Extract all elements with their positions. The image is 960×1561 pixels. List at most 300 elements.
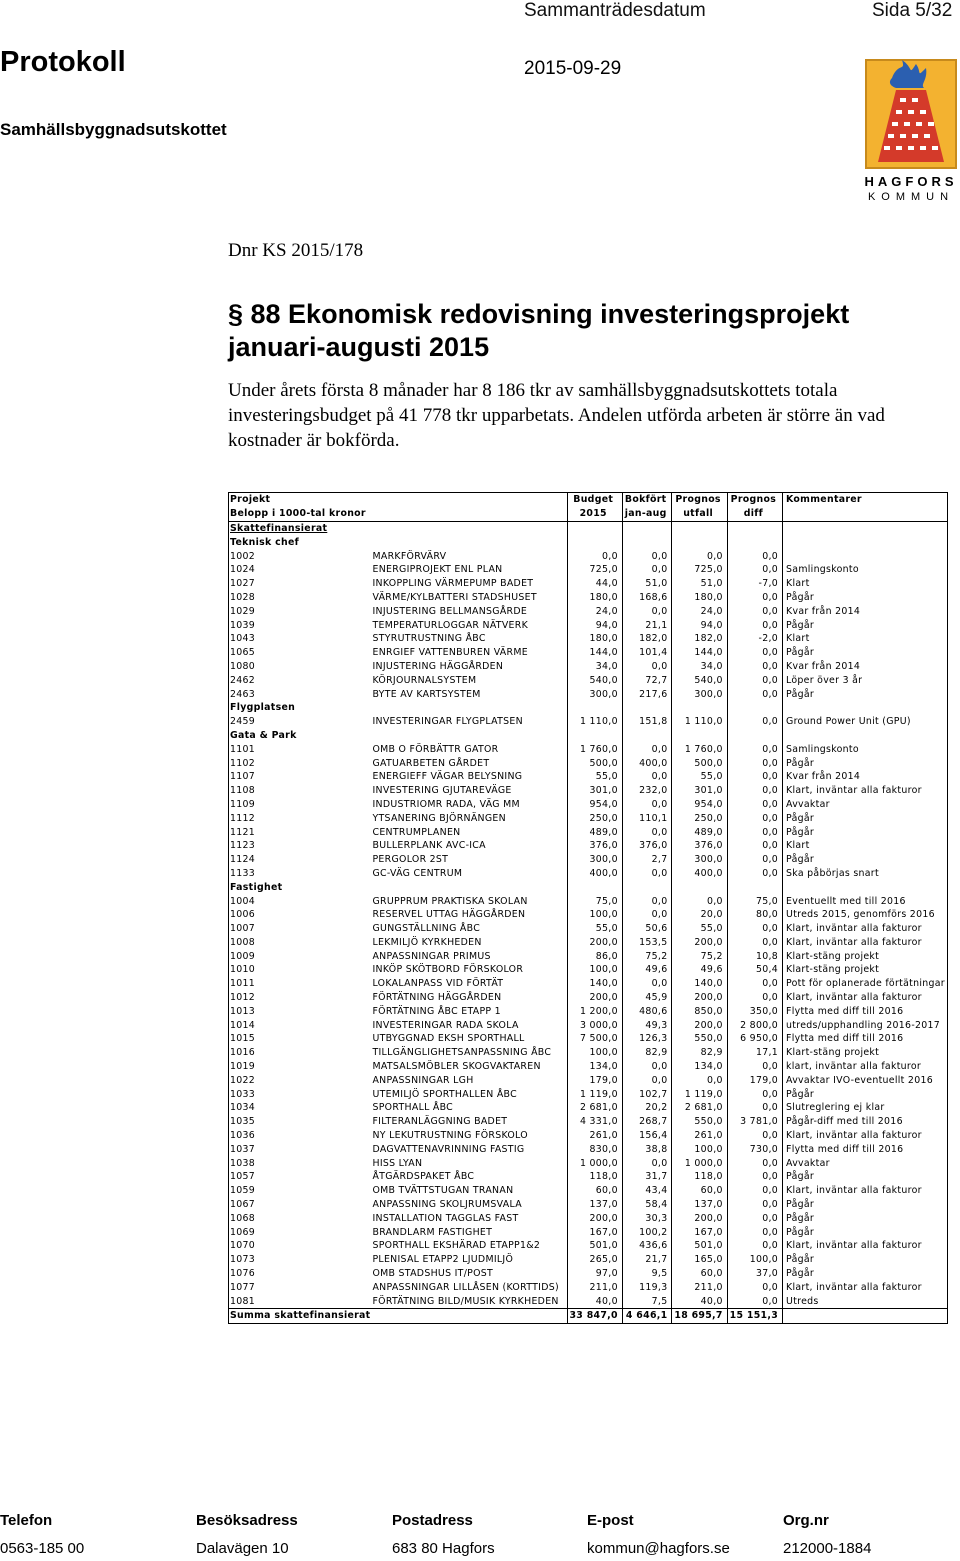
col-comment: Pågår <box>783 756 948 770</box>
col-project: 1059 <box>229 1184 372 1198</box>
col-comment: Klart, inväntar alla fakturor <box>783 936 948 950</box>
table-row <box>229 1115 948 1129</box>
col-booked: 7,5 <box>622 1294 672 1308</box>
col-diff: 0,0 <box>727 742 782 756</box>
col-booked: 0,0 <box>622 1156 672 1170</box>
col-name: INJUSTERING BELLMANSGÅRDE <box>372 605 528 617</box>
table-row <box>229 1060 948 1074</box>
col-diff: 0,0 <box>727 977 782 991</box>
col-forecast: 140,0 <box>672 977 727 991</box>
document-type: Protokoll <box>0 46 126 78</box>
col-comment: Slutreglering ej klar <box>783 1101 948 1115</box>
col-budget: 2 681,0 <box>567 1101 622 1115</box>
col-name: ANPASSNINGAR LILLÅSEN (KORTTIDS) <box>372 1281 559 1293</box>
page-number: Sida 5/32 <box>872 0 953 21</box>
table-row <box>229 1184 948 1198</box>
col-project: Teknisk chef <box>229 535 372 549</box>
col-name: YTSANERING BJÖRNÄNGEN <box>372 812 506 824</box>
col-diff: 0,0 <box>727 798 782 812</box>
col-booked: 30,3 <box>622 1211 672 1225</box>
table-row <box>229 1170 948 1184</box>
table-row <box>229 825 948 839</box>
col-project: 1016 <box>229 1046 372 1060</box>
col-comment: Pågår <box>783 646 948 660</box>
section-body: Under årets första 8 månader har 8 186 tkr av samhällsbyggnadsutskottets totala investeringsbudget på 41 778 tkr upparbetats. Andelen utförda arbeten är större än vad kostnader är bokförda. <box>228 380 885 451</box>
col-forecast: 300,0 <box>672 853 727 867</box>
table-row <box>229 1280 948 1294</box>
table-row <box>229 715 948 729</box>
col-name: LEKMILJÖ KYRKHEDEN <box>372 936 482 948</box>
col-budget: 2015 <box>567 507 622 521</box>
col-budget: 1 200,0 <box>567 1004 622 1018</box>
col-forecast: 94,0 <box>672 618 727 632</box>
hagfors-logo <box>862 58 960 204</box>
col-project: 1015 <box>229 1032 372 1046</box>
col-booked: 21,1 <box>622 618 672 632</box>
col-forecast: 0,0 <box>672 1073 727 1087</box>
col-budget: 94,0 <box>567 618 622 632</box>
table-row <box>229 1225 948 1239</box>
col-diff: 0,0 <box>727 1060 782 1074</box>
col-project: 1108 <box>229 784 372 798</box>
col-comment <box>783 549 948 563</box>
col-diff: 0,0 <box>727 618 782 632</box>
col-diff: 0,0 <box>727 549 782 563</box>
col-diff: 0,0 <box>727 563 782 577</box>
col-project: 1035 <box>229 1115 372 1129</box>
col-name: INKOPPLING VÄRMEPUMP BADET <box>372 578 534 590</box>
col-diff: 0,0 <box>727 660 782 674</box>
col-booked: 0,0 <box>622 894 672 908</box>
col-name <box>371 729 567 743</box>
col-budget: 501,0 <box>567 1239 622 1253</box>
col-forecast: 180,0 <box>672 591 727 605</box>
col-diff: 0,0 <box>727 673 782 687</box>
table-row <box>229 977 948 991</box>
col-forecast: 165,0 <box>672 1253 727 1267</box>
section-heading <box>228 298 928 364</box>
col-forecast: 300,0 <box>672 687 727 701</box>
col-diff: 80,0 <box>727 908 782 922</box>
col-name: MATSALSMÖBLER SKOGVAKTAREN <box>372 1061 541 1073</box>
col-budget: 97,0 <box>567 1267 622 1281</box>
col-project: 1077 <box>229 1280 372 1294</box>
col-project: 1011 <box>229 977 372 991</box>
col-project: 1007 <box>229 922 372 936</box>
col-budget: 180,0 <box>567 632 622 646</box>
col-comment <box>783 535 948 549</box>
col-comment <box>783 507 948 521</box>
col-comment <box>783 701 948 715</box>
col-project: 1013 <box>229 1004 372 1018</box>
col-name: ENERGIPROJEKT ENL PLAN <box>372 564 503 576</box>
col-diff: 10,8 <box>727 949 782 963</box>
col-booked: 0,0 <box>622 908 672 922</box>
col-project: 1022 <box>229 1073 372 1087</box>
col-booked: 31,7 <box>622 1170 672 1184</box>
col-forecast: 1 760,0 <box>672 742 727 756</box>
table-header-row <box>229 493 948 507</box>
col-booked: 376,0 <box>622 839 672 853</box>
col-comment: Utreds <box>783 1294 948 1308</box>
col-forecast: 51,0 <box>672 577 727 591</box>
footer-visit-address: Dalavägen 10 <box>196 1540 289 1557</box>
col-diff <box>727 521 782 535</box>
col-budget: 261,0 <box>567 1129 622 1143</box>
col-budget: 40,0 <box>567 1294 622 1308</box>
col-name: FÖRTÄTNING ÅBC ETAPP 1 <box>372 1005 501 1017</box>
col-booked: 268,7 <box>622 1115 672 1129</box>
col-project: 1069 <box>229 1225 372 1239</box>
col-diff: 100,0 <box>727 1253 782 1267</box>
col-comment: Klart <box>783 577 948 591</box>
table-row <box>229 1156 948 1170</box>
col-budget: 300,0 <box>567 853 622 867</box>
col-comment: Utreds 2015, genomförs 2016 <box>783 908 948 922</box>
col-project: 2459 <box>229 715 372 729</box>
col-name: PLENISAL ETAPP2 LJUDMILJÖ <box>372 1254 514 1266</box>
col-project: 1024 <box>229 563 372 577</box>
page-header <box>524 0 953 22</box>
col-forecast: 20,0 <box>672 908 727 922</box>
col-booked: 156,4 <box>622 1129 672 1143</box>
col-project: 1070 <box>229 1239 372 1253</box>
table-row <box>229 687 948 701</box>
table-row <box>229 853 948 867</box>
col-project: 2462 <box>229 673 372 687</box>
col-forecast: 134,0 <box>672 1060 727 1074</box>
col-booked <box>622 880 672 894</box>
col-project: 1102 <box>229 756 372 770</box>
col-budget: 180,0 <box>567 591 622 605</box>
table-row <box>229 1101 948 1115</box>
col-name: PERGOLOR 2ST <box>372 854 449 866</box>
col-diff: 0,0 <box>727 922 782 936</box>
col-budget: 1 110,0 <box>567 715 622 729</box>
col-name: BRANDLARM FASTIGHET <box>372 1226 493 1238</box>
col-comment: Klart, inväntar alla fakturor <box>783 784 948 798</box>
col-comment: Klart, inväntar alla fakturor <box>783 1184 948 1198</box>
col-budget: 179,0 <box>567 1073 622 1087</box>
col-forecast: 850,0 <box>672 1004 727 1018</box>
table-row <box>229 1129 948 1143</box>
col-comment: Kvar från 2014 <box>783 770 948 784</box>
col-forecast: 200,0 <box>672 991 727 1005</box>
col-forecast: 182,0 <box>672 632 727 646</box>
col-forecast: 18 695,7 <box>672 1309 727 1324</box>
col-name: MARKFÖRVÄRV <box>372 550 447 562</box>
table-row <box>229 756 948 770</box>
col-forecast: 55,0 <box>672 770 727 784</box>
col-budget: Budget <box>567 493 622 507</box>
col-diff: 0,0 <box>727 1129 782 1143</box>
col-forecast: 540,0 <box>672 673 727 687</box>
col-name: STYRUTRUSTNING ÅBC <box>372 633 486 645</box>
col-comment: Pott för oplanerade förtätningar <box>783 977 948 991</box>
col-budget <box>567 880 622 894</box>
col-name: FÖRTÄTNING BILD/MUSIK KYRKHEDEN <box>372 1295 559 1307</box>
table-row <box>229 673 948 687</box>
col-project: 1036 <box>229 1129 372 1143</box>
col-booked: 45,9 <box>622 991 672 1005</box>
col-comment: Flytta med diff till 2016 <box>783 1142 948 1156</box>
col-booked: jan-aug <box>622 507 672 521</box>
table-row <box>229 770 948 784</box>
col-forecast: 75,2 <box>672 949 727 963</box>
table-row <box>229 1198 948 1212</box>
col-diff: Prognos <box>727 493 782 507</box>
col-diff: 3 781,0 <box>727 1115 782 1129</box>
col-booked: 110,1 <box>622 811 672 825</box>
col-name: HISS LYAN <box>372 1157 423 1169</box>
col-budget: 86,0 <box>567 949 622 963</box>
table-row <box>229 922 948 936</box>
table-row <box>229 1253 948 1267</box>
col-diff: -7,0 <box>727 577 782 591</box>
col-name: GUNGSTÄLLNING ÅBC <box>372 923 481 935</box>
col-project: Fastighet <box>229 880 372 894</box>
col-diff: 350,0 <box>727 1004 782 1018</box>
col-name <box>371 493 567 507</box>
table-row <box>229 784 948 798</box>
col-budget: 954,0 <box>567 798 622 812</box>
col-project: 1076 <box>229 1267 372 1281</box>
col-diff: 0,0 <box>727 1239 782 1253</box>
col-booked: 151,8 <box>622 715 672 729</box>
col-booked: 72,7 <box>622 673 672 687</box>
col-booked: 0,0 <box>622 977 672 991</box>
col-budget <box>567 535 622 549</box>
col-budget: 376,0 <box>567 839 622 853</box>
col-diff: 0,0 <box>727 825 782 839</box>
col-forecast: 400,0 <box>672 867 727 881</box>
col-forecast: 0,0 <box>672 894 727 908</box>
col-comment: Pågår <box>783 687 948 701</box>
col-name: TILLGÄNGLIGHETSANPASSNING ÅBC <box>372 1047 552 1059</box>
col-diff: 0,0 <box>727 936 782 950</box>
col-booked <box>622 535 672 549</box>
col-forecast: 200,0 <box>672 1018 727 1032</box>
table-section-row <box>229 729 948 743</box>
col-comment: Ska påbörjas snart <box>783 867 948 881</box>
col-comment: Pågår <box>783 1170 948 1184</box>
col-booked: 217,6 <box>622 687 672 701</box>
col-booked: 126,3 <box>622 1032 672 1046</box>
col-budget: 830,0 <box>567 1142 622 1156</box>
col-forecast: 250,0 <box>672 811 727 825</box>
col-booked: 49,3 <box>622 1018 672 1032</box>
col-forecast: 60,0 <box>672 1184 727 1198</box>
table-row <box>229 894 948 908</box>
col-comment: Pågår <box>783 1087 948 1101</box>
col-project: 1080 <box>229 660 372 674</box>
col-name <box>371 535 567 549</box>
col-project: 1038 <box>229 1156 372 1170</box>
col-booked: 400,0 <box>622 756 672 770</box>
col-budget: 100,0 <box>567 963 622 977</box>
col-booked <box>622 729 672 743</box>
col-project: 1002 <box>229 549 372 563</box>
col-booked: 0,0 <box>622 867 672 881</box>
col-diff: 0,0 <box>727 1294 782 1308</box>
col-comment: Ground Power Unit (GPU) <box>783 715 948 729</box>
col-name: TEMPERATURLOGGAR NÄTVERK <box>372 619 529 631</box>
col-name: NY LEKUTRUSTNING FÖRSKOLO <box>372 1130 528 1142</box>
col-budget: 33 847,0 <box>567 1309 622 1324</box>
col-comment: Pågår <box>783 1225 948 1239</box>
col-diff: 17,1 <box>727 1046 782 1060</box>
col-diff: 0,0 <box>727 604 782 618</box>
col-comment: Samlingskonto <box>783 563 948 577</box>
col-budget: 200,0 <box>567 1211 622 1225</box>
col-diff: 730,0 <box>727 1142 782 1156</box>
meeting-date-label: Sammanträdesdatum <box>524 0 706 21</box>
col-project: 1068 <box>229 1211 372 1225</box>
col-name <box>371 1309 567 1324</box>
col-diff: 0,0 <box>727 1170 782 1184</box>
col-project: Summa skattefinansierat <box>230 1310 371 1322</box>
meeting-date: 2015-09-29 <box>524 58 622 79</box>
col-booked: 50,6 <box>622 922 672 936</box>
col-budget: 3 000,0 <box>567 1018 622 1032</box>
col-forecast: 0,0 <box>672 549 727 563</box>
col-comment: Pågår <box>783 1211 948 1225</box>
col-diff: 0,0 <box>727 591 782 605</box>
col-diff: 179,0 <box>727 1073 782 1087</box>
col-booked: 21,7 <box>622 1253 672 1267</box>
table-row <box>229 660 948 674</box>
col-budget <box>567 521 622 535</box>
col-comment: Pågår <box>783 1198 948 1212</box>
col-forecast: 24,0 <box>672 604 727 618</box>
col-name <box>371 507 567 521</box>
col-budget: 265,0 <box>567 1253 622 1267</box>
col-forecast: 550,0 <box>672 1115 727 1129</box>
col-budget: 400,0 <box>567 867 622 881</box>
col-diff <box>727 701 782 715</box>
col-name: ÅTGÄRDSPAKET ÅBC <box>372 1171 475 1183</box>
col-comment <box>783 880 948 894</box>
col-diff: 75,0 <box>727 894 782 908</box>
col-booked: 51,0 <box>622 577 672 591</box>
col-booked: 20,2 <box>622 1101 672 1115</box>
col-forecast: 2 681,0 <box>672 1101 727 1115</box>
footer-email: kommun@hagfors.se <box>587 1540 730 1557</box>
col-diff: 0,0 <box>727 1101 782 1115</box>
col-forecast <box>672 729 727 743</box>
table-section-row <box>229 521 948 535</box>
col-diff: 50,4 <box>727 963 782 977</box>
col-comment: Klart, inväntar alla fakturor <box>783 1280 948 1294</box>
col-booked: 75,2 <box>622 949 672 963</box>
footer-label-phone: Telefon <box>0 1512 53 1529</box>
footer-phone: 0563-185 00 <box>0 1540 85 1557</box>
table-row <box>229 1046 948 1060</box>
col-booked: 49,6 <box>622 963 672 977</box>
col-diff: 0,0 <box>727 756 782 770</box>
col-booked: 100,2 <box>622 1225 672 1239</box>
footer-orgnr: 212000-1884 <box>783 1540 872 1557</box>
table-row <box>229 811 948 825</box>
col-project: 1028 <box>229 591 372 605</box>
col-comment <box>783 729 948 743</box>
col-comment: Pågår <box>783 825 948 839</box>
col-budget: 167,0 <box>567 1225 622 1239</box>
col-forecast: 200,0 <box>672 936 727 950</box>
col-diff: 6 950,0 <box>727 1032 782 1046</box>
col-comment: Klart, inväntar alla fakturor <box>783 1129 948 1143</box>
col-diff: 0,0 <box>727 839 782 853</box>
col-booked: 2,7 <box>622 853 672 867</box>
table-row <box>229 1239 948 1253</box>
col-comment: Klart <box>783 839 948 853</box>
table-row <box>229 591 948 605</box>
col-name: INVESTERINGAR FLYGPLATSEN <box>372 716 523 728</box>
col-name: SPORTHALL ÅBC <box>372 1102 454 1114</box>
col-booked: 232,0 <box>622 784 672 798</box>
col-comment: Avvaktar <box>783 798 948 812</box>
col-forecast: 118,0 <box>672 1170 727 1184</box>
col-booked: 0,0 <box>622 825 672 839</box>
col-project: 1123 <box>229 839 372 853</box>
col-project: 1081 <box>229 1294 372 1308</box>
col-diff: 37,0 <box>727 1267 782 1281</box>
col-name <box>371 521 567 535</box>
col-booked: 101,4 <box>622 646 672 660</box>
col-name: ENRGIEF VATTENBUREN VÄRME <box>372 647 528 659</box>
table-row <box>229 1004 948 1018</box>
col-comment: Löper över 3 år <box>783 673 948 687</box>
col-name: CENTRUMPLANEN <box>372 826 461 838</box>
col-forecast: 954,0 <box>672 798 727 812</box>
col-project: 1112 <box>229 811 372 825</box>
table-row <box>229 1073 948 1087</box>
col-name: INSTALLATION TAGGLAS FAST <box>372 1212 519 1224</box>
col-budget: 134,0 <box>567 1060 622 1074</box>
col-booked: Bokfört <box>622 493 672 507</box>
col-booked: 0,0 <box>622 770 672 784</box>
table-row <box>229 867 948 881</box>
col-budget <box>567 729 622 743</box>
footer-label-email: E-post <box>587 1512 634 1529</box>
col-diff: 0,0 <box>727 867 782 881</box>
col-name: DAGVATTENAVRINNING FASTIG <box>372 1143 525 1155</box>
table-row <box>229 646 948 660</box>
col-budget: 489,0 <box>567 825 622 839</box>
col-project: 1065 <box>229 646 372 660</box>
col-booked: 0,0 <box>622 660 672 674</box>
col-forecast: 376,0 <box>672 839 727 853</box>
col-booked: 0,0 <box>622 798 672 812</box>
col-diff <box>727 729 782 743</box>
col-comment: Pågår-diff med till 2016 <box>783 1115 948 1129</box>
col-name <box>371 701 567 715</box>
col-forecast: 200,0 <box>672 1211 727 1225</box>
col-name: GRUPPRUM PRAKTISKA SKOLAN <box>372 895 528 907</box>
col-diff: 0,0 <box>727 853 782 867</box>
col-budget: 200,0 <box>567 936 622 950</box>
col-forecast <box>672 521 727 535</box>
col-budget: 75,0 <box>567 894 622 908</box>
investment-table <box>228 492 948 1324</box>
table-row <box>229 936 948 950</box>
col-budget: 7 500,0 <box>567 1032 622 1046</box>
col-diff: 0,0 <box>727 1156 782 1170</box>
col-booked: 119,3 <box>622 1280 672 1294</box>
col-project: 1034 <box>229 1101 372 1115</box>
col-forecast: 550,0 <box>672 1032 727 1046</box>
col-diff: 0,0 <box>727 687 782 701</box>
